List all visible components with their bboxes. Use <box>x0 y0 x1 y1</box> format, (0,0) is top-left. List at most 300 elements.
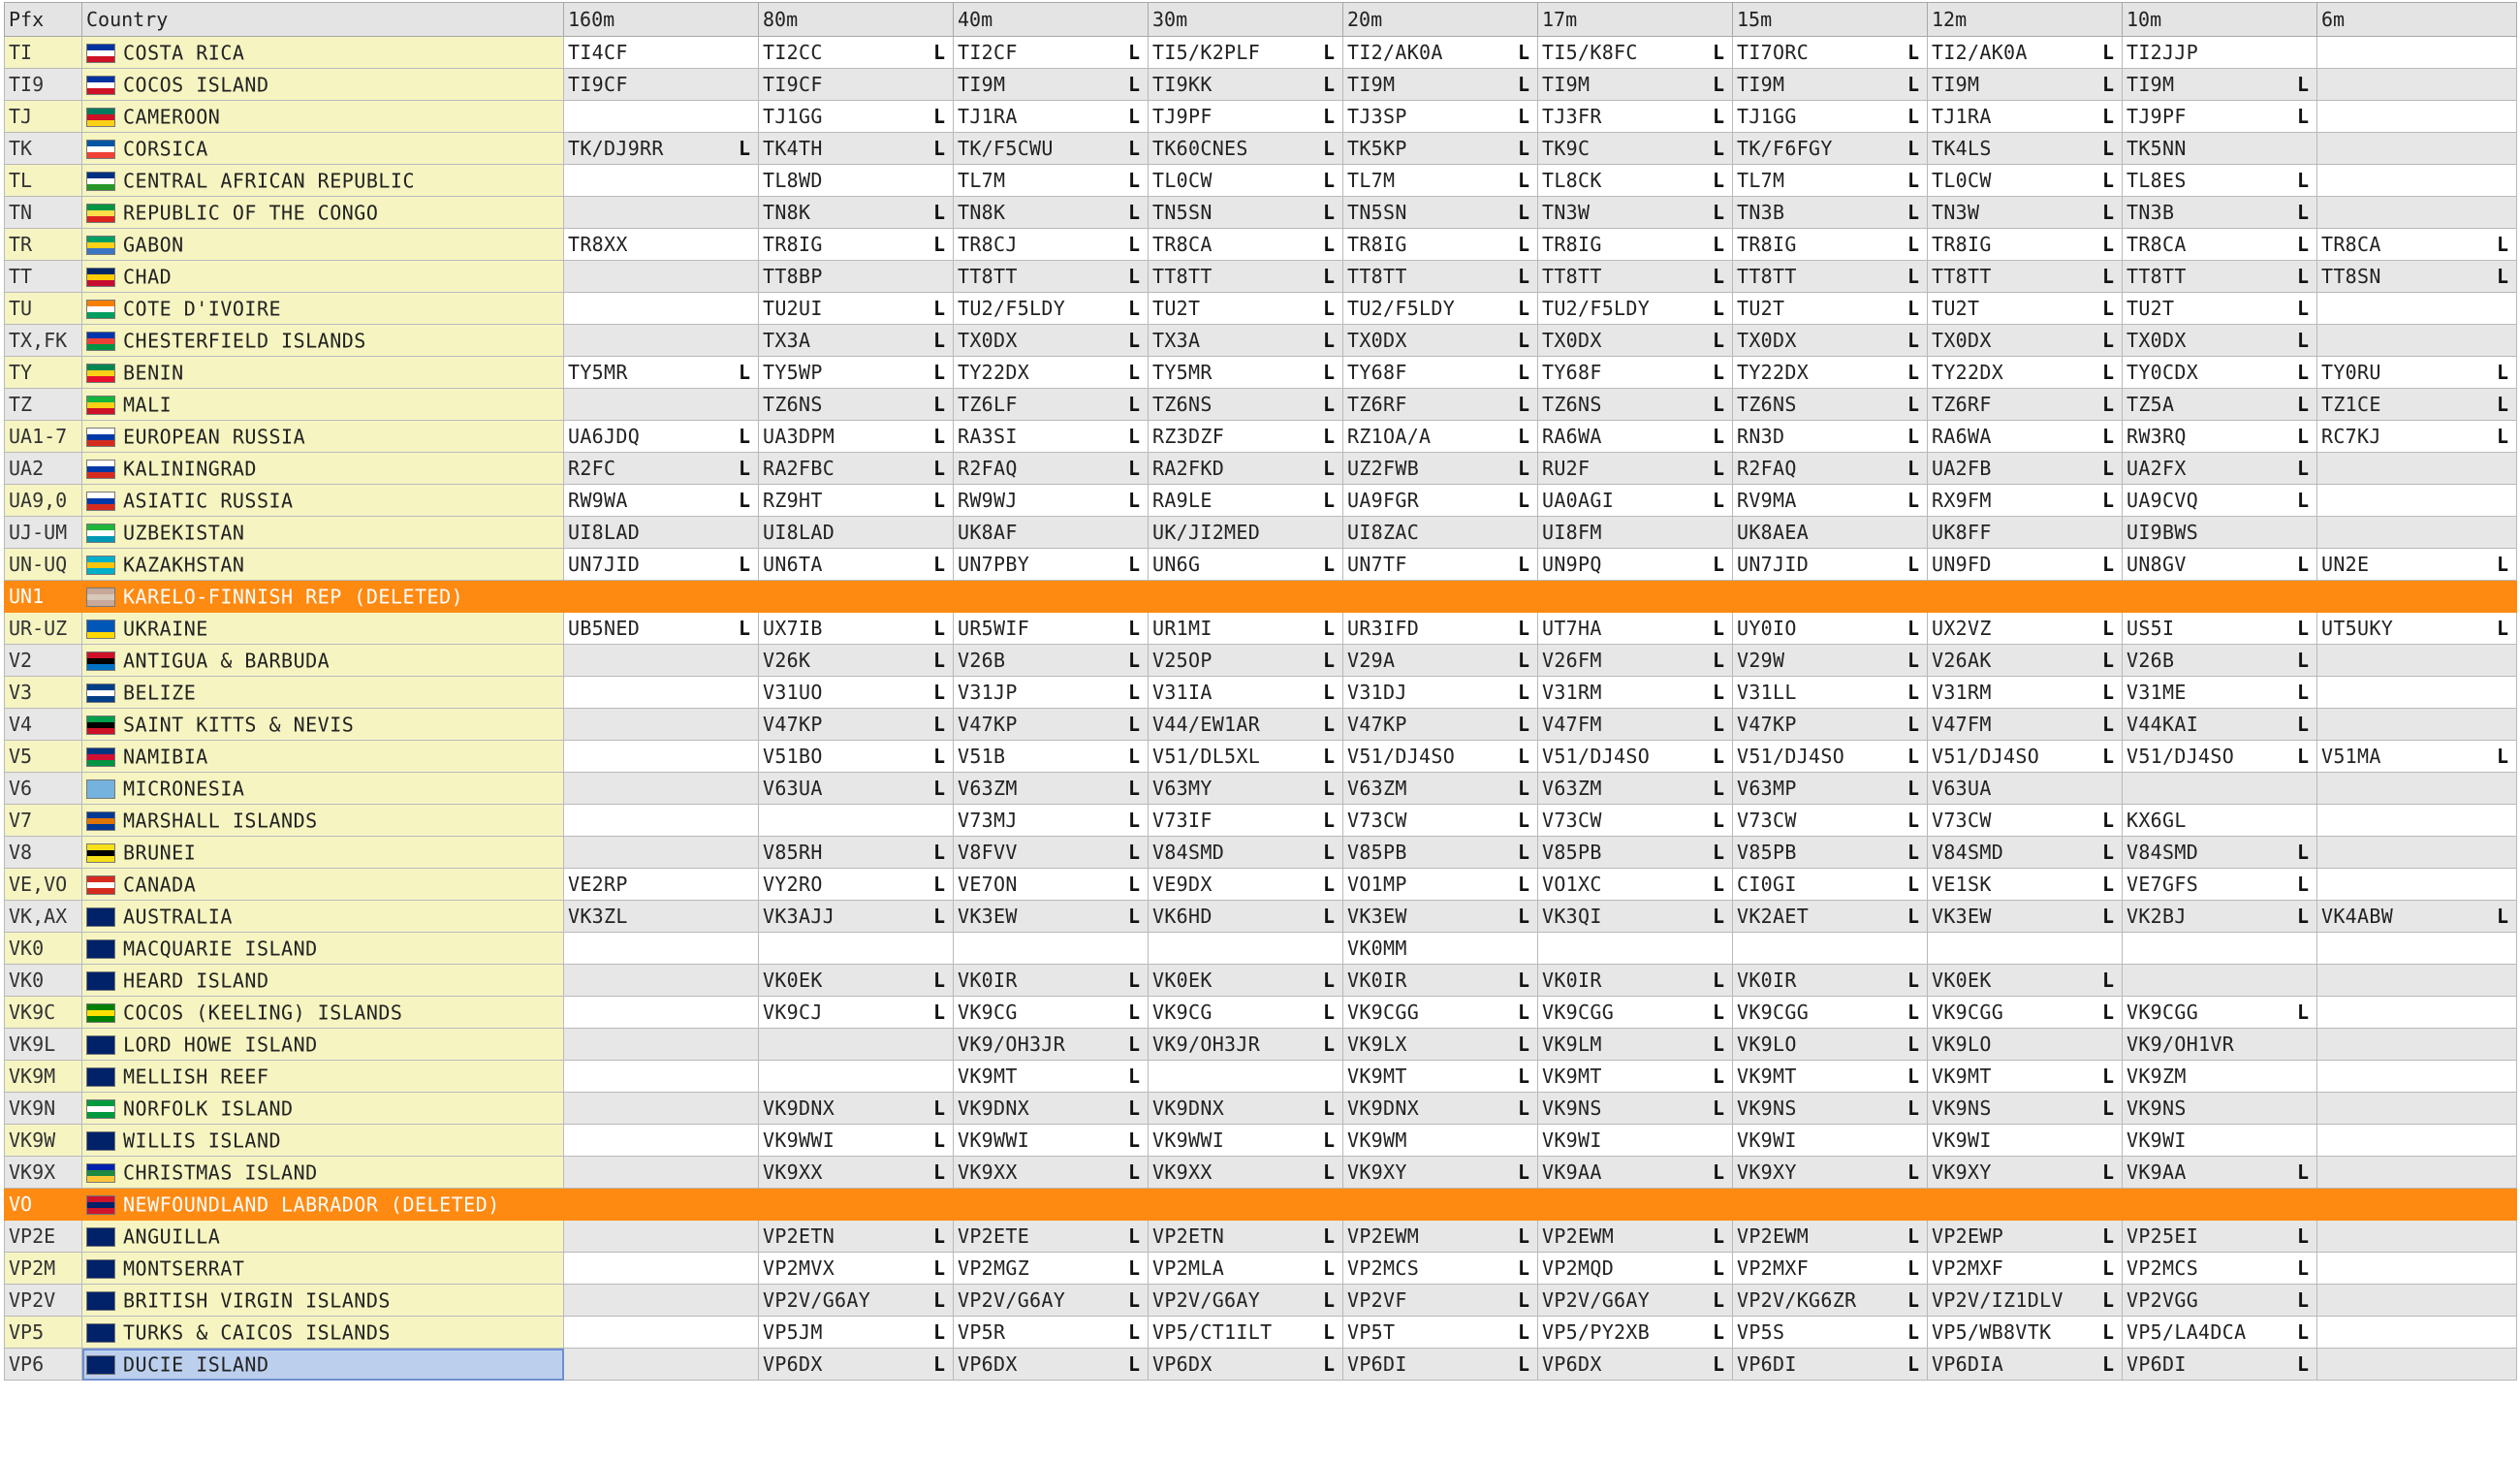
band-cell-20m[interactable] <box>1343 357 1538 389</box>
band-cell-20m[interactable] <box>1343 581 1538 613</box>
band-cell-10m[interactable] <box>2123 517 2317 549</box>
band-cell-6m[interactable] <box>2317 1093 2517 1125</box>
band-cell-80m[interactable] <box>759 1349 954 1381</box>
column-header-80m[interactable]: 80m <box>759 3 954 37</box>
table-row[interactable] <box>5 1285 2517 1317</box>
band-cell-12m[interactable] <box>1928 805 2123 837</box>
band-cell-15m[interactable] <box>1733 773 1928 805</box>
band-cell-80m[interactable] <box>759 1061 954 1093</box>
table-row[interactable] <box>5 1317 2517 1349</box>
country-cell[interactable] <box>82 357 564 389</box>
band-cell-15m[interactable] <box>1733 517 1928 549</box>
band-cell-10m[interactable] <box>2123 933 2317 965</box>
band-cell-12m[interactable] <box>1928 325 2123 357</box>
band-cell-160m[interactable] <box>564 229 759 261</box>
band-cell-160m[interactable] <box>564 901 759 933</box>
column-header-30m[interactable]: 30m <box>1149 3 1343 37</box>
band-cell-160m[interactable] <box>564 965 759 997</box>
band-cell-12m[interactable] <box>1928 165 2123 197</box>
band-cell-40m[interactable] <box>954 197 1149 229</box>
band-cell-6m[interactable] <box>2317 453 2517 485</box>
band-cell-17m[interactable] <box>1538 965 1733 997</box>
band-cell-10m[interactable] <box>2123 261 2317 293</box>
band-cell-12m[interactable] <box>1928 101 2123 133</box>
band-cell-17m[interactable] <box>1538 1349 1733 1381</box>
prefix-cell[interactable]: TY <box>5 357 82 389</box>
table-row[interactable] <box>5 1125 2517 1157</box>
band-cell-20m[interactable] <box>1343 869 1538 901</box>
band-cell-12m[interactable] <box>1928 1285 2123 1317</box>
country-cell[interactable] <box>82 645 564 677</box>
band-cell-160m[interactable] <box>564 69 759 101</box>
column-header-20m[interactable]: 20m <box>1343 3 1538 37</box>
table-row[interactable] <box>5 229 2517 261</box>
band-cell-6m[interactable] <box>2317 101 2517 133</box>
band-cell-10m[interactable] <box>2123 1093 2317 1125</box>
band-cell-30m[interactable] <box>1149 805 1343 837</box>
band-cell-30m[interactable] <box>1149 997 1343 1029</box>
table-row[interactable] <box>5 773 2517 805</box>
band-cell-160m[interactable] <box>564 325 759 357</box>
band-cell-15m[interactable] <box>1733 69 1928 101</box>
band-cell-10m[interactable] <box>2123 741 2317 773</box>
band-cell-15m[interactable] <box>1733 677 1928 709</box>
band-cell-40m[interactable] <box>954 1189 1149 1221</box>
table-row[interactable] <box>5 517 2517 549</box>
band-cell-160m[interactable] <box>564 453 759 485</box>
country-cell[interactable] <box>82 997 564 1029</box>
band-cell-15m[interactable] <box>1733 645 1928 677</box>
band-cell-20m[interactable] <box>1343 901 1538 933</box>
band-cell-160m[interactable] <box>564 261 759 293</box>
column-header-17m[interactable]: 17m <box>1538 3 1733 37</box>
column-header-40m[interactable]: 40m <box>954 3 1149 37</box>
band-cell-12m[interactable] <box>1928 997 2123 1029</box>
band-cell-30m[interactable] <box>1149 1285 1343 1317</box>
band-cell-6m[interactable] <box>2317 997 2517 1029</box>
prefix-cell[interactable]: V5 <box>5 741 82 773</box>
band-cell-17m[interactable] <box>1538 1317 1733 1349</box>
band-cell-17m[interactable] <box>1538 197 1733 229</box>
band-cell-30m[interactable] <box>1149 741 1343 773</box>
column-header-160m[interactable]: 160m <box>564 3 759 37</box>
table-row[interactable] <box>5 261 2517 293</box>
band-cell-80m[interactable] <box>759 197 954 229</box>
band-cell-30m[interactable] <box>1149 517 1343 549</box>
band-cell-80m[interactable] <box>759 1093 954 1125</box>
band-cell-20m[interactable] <box>1343 645 1538 677</box>
band-cell-30m[interactable] <box>1149 869 1343 901</box>
band-cell-30m[interactable] <box>1149 1189 1343 1221</box>
table-row[interactable] <box>5 1189 2517 1221</box>
band-cell-20m[interactable] <box>1343 965 1538 997</box>
band-cell-10m[interactable] <box>2123 645 2317 677</box>
band-cell-15m[interactable] <box>1733 197 1928 229</box>
band-cell-30m[interactable] <box>1149 197 1343 229</box>
table-row[interactable] <box>5 837 2517 869</box>
band-cell-80m[interactable] <box>759 709 954 741</box>
prefix-cell[interactable]: TX,FK <box>5 325 82 357</box>
table-row[interactable] <box>5 869 2517 901</box>
band-cell-10m[interactable] <box>2123 1221 2317 1253</box>
band-cell-20m[interactable] <box>1343 613 1538 645</box>
band-cell-80m[interactable] <box>759 165 954 197</box>
band-cell-30m[interactable] <box>1149 37 1343 69</box>
band-cell-12m[interactable] <box>1928 1349 2123 1381</box>
band-cell-12m[interactable] <box>1928 1093 2123 1125</box>
band-cell-40m[interactable] <box>954 1029 1149 1061</box>
country-cell[interactable] <box>82 613 564 645</box>
prefix-cell[interactable]: V7 <box>5 805 82 837</box>
prefix-cell[interactable]: VK9L <box>5 1029 82 1061</box>
band-cell-6m[interactable] <box>2317 421 2517 453</box>
band-cell-160m[interactable] <box>564 1253 759 1285</box>
band-cell-6m[interactable] <box>2317 165 2517 197</box>
table-row[interactable] <box>5 485 2517 517</box>
band-cell-40m[interactable] <box>954 101 1149 133</box>
band-cell-10m[interactable] <box>2123 901 2317 933</box>
band-cell-160m[interactable] <box>564 773 759 805</box>
country-cell[interactable] <box>82 133 564 165</box>
band-cell-17m[interactable] <box>1538 389 1733 421</box>
band-cell-17m[interactable] <box>1538 1125 1733 1157</box>
band-cell-6m[interactable] <box>2317 1189 2517 1221</box>
country-cell[interactable] <box>82 421 564 453</box>
band-cell-80m[interactable] <box>759 421 954 453</box>
band-cell-20m[interactable] <box>1343 133 1538 165</box>
prefix-cell[interactable]: UN1 <box>5 581 82 613</box>
band-cell-40m[interactable] <box>954 517 1149 549</box>
band-cell-30m[interactable] <box>1149 1157 1343 1189</box>
band-cell-40m[interactable] <box>954 37 1149 69</box>
prefix-cell[interactable]: V8 <box>5 837 82 869</box>
band-cell-12m[interactable] <box>1928 1189 2123 1221</box>
band-cell-17m[interactable] <box>1538 1157 1733 1189</box>
band-cell-10m[interactable] <box>2123 1253 2317 1285</box>
country-cell[interactable] <box>82 1093 564 1125</box>
band-cell-30m[interactable] <box>1149 293 1343 325</box>
column-header-10m[interactable]: 10m <box>2123 3 2317 37</box>
band-cell-30m[interactable] <box>1149 165 1343 197</box>
band-cell-15m[interactable] <box>1733 389 1928 421</box>
band-cell-20m[interactable] <box>1343 453 1538 485</box>
country-cell[interactable] <box>82 1349 564 1381</box>
band-cell-10m[interactable] <box>2123 133 2317 165</box>
band-cell-80m[interactable] <box>759 133 954 165</box>
band-cell-17m[interactable] <box>1538 773 1733 805</box>
band-cell-17m[interactable] <box>1538 453 1733 485</box>
band-cell-15m[interactable] <box>1733 1029 1928 1061</box>
prefix-cell[interactable]: V3 <box>5 677 82 709</box>
country-cell[interactable] <box>82 197 564 229</box>
band-cell-15m[interactable] <box>1733 805 1928 837</box>
band-cell-160m[interactable] <box>564 1125 759 1157</box>
band-cell-10m[interactable] <box>2123 709 2317 741</box>
band-cell-17m[interactable] <box>1538 1285 1733 1317</box>
band-cell-30m[interactable] <box>1149 389 1343 421</box>
band-cell-40m[interactable] <box>954 1125 1149 1157</box>
table-row[interactable] <box>5 741 2517 773</box>
table-row[interactable] <box>5 613 2517 645</box>
table-row[interactable] <box>5 453 2517 485</box>
band-cell-17m[interactable] <box>1538 805 1733 837</box>
band-cell-6m[interactable] <box>2317 933 2517 965</box>
band-cell-15m[interactable] <box>1733 549 1928 581</box>
band-cell-30m[interactable] <box>1149 645 1343 677</box>
table-row[interactable] <box>5 165 2517 197</box>
band-cell-80m[interactable] <box>759 357 954 389</box>
band-cell-20m[interactable] <box>1343 805 1538 837</box>
country-cell[interactable] <box>82 837 564 869</box>
prefix-cell[interactable]: VE,VO <box>5 869 82 901</box>
band-cell-40m[interactable] <box>954 1349 1149 1381</box>
country-cell[interactable] <box>82 1285 564 1317</box>
band-cell-40m[interactable] <box>954 1317 1149 1349</box>
band-cell-17m[interactable] <box>1538 645 1733 677</box>
country-cell[interactable] <box>82 965 564 997</box>
country-cell[interactable] <box>82 1061 564 1093</box>
table-row[interactable] <box>5 69 2517 101</box>
band-cell-6m[interactable] <box>2317 389 2517 421</box>
band-cell-160m[interactable] <box>564 581 759 613</box>
band-cell-40m[interactable] <box>954 901 1149 933</box>
band-cell-10m[interactable] <box>2123 1285 2317 1317</box>
band-cell-160m[interactable] <box>564 1029 759 1061</box>
prefix-cell[interactable]: UA1-7 <box>5 421 82 453</box>
band-cell-40m[interactable] <box>954 1221 1149 1253</box>
country-cell[interactable] <box>82 101 564 133</box>
band-cell-12m[interactable] <box>1928 229 2123 261</box>
prefix-cell[interactable]: UA2 <box>5 453 82 485</box>
band-cell-160m[interactable] <box>564 613 759 645</box>
country-cell[interactable] <box>82 165 564 197</box>
band-cell-30m[interactable] <box>1149 421 1343 453</box>
band-cell-40m[interactable] <box>954 1285 1149 1317</box>
table-row[interactable] <box>5 101 2517 133</box>
country-cell[interactable] <box>82 773 564 805</box>
band-cell-15m[interactable] <box>1733 421 1928 453</box>
prefix-cell[interactable]: VP5 <box>5 1317 82 1349</box>
band-cell-30m[interactable] <box>1149 1317 1343 1349</box>
band-cell-40m[interactable] <box>954 805 1149 837</box>
band-cell-10m[interactable] <box>2123 325 2317 357</box>
band-cell-6m[interactable] <box>2317 133 2517 165</box>
band-cell-20m[interactable] <box>1343 677 1538 709</box>
band-cell-12m[interactable] <box>1928 709 2123 741</box>
band-cell-17m[interactable] <box>1538 229 1733 261</box>
band-cell-10m[interactable] <box>2123 485 2317 517</box>
band-cell-6m[interactable] <box>2317 485 2517 517</box>
band-cell-15m[interactable] <box>1733 613 1928 645</box>
band-cell-20m[interactable] <box>1343 37 1538 69</box>
band-cell-160m[interactable] <box>564 1317 759 1349</box>
band-cell-17m[interactable] <box>1538 325 1733 357</box>
band-cell-30m[interactable] <box>1149 1253 1343 1285</box>
band-cell-6m[interactable] <box>2317 197 2517 229</box>
band-cell-6m[interactable] <box>2317 1061 2517 1093</box>
band-cell-6m[interactable] <box>2317 1317 2517 1349</box>
band-cell-17m[interactable] <box>1538 997 1733 1029</box>
band-cell-17m[interactable] <box>1538 357 1733 389</box>
band-cell-17m[interactable] <box>1538 69 1733 101</box>
band-cell-10m[interactable] <box>2123 1189 2317 1221</box>
band-cell-10m[interactable] <box>2123 613 2317 645</box>
band-cell-17m[interactable] <box>1538 677 1733 709</box>
band-cell-160m[interactable] <box>564 485 759 517</box>
country-cell[interactable] <box>82 517 564 549</box>
band-cell-12m[interactable] <box>1928 1253 2123 1285</box>
band-cell-40m[interactable] <box>954 421 1149 453</box>
band-cell-160m[interactable] <box>564 709 759 741</box>
column-header-15m[interactable]: 15m <box>1733 3 1928 37</box>
band-cell-80m[interactable] <box>759 1189 954 1221</box>
band-cell-20m[interactable] <box>1343 165 1538 197</box>
country-cell[interactable] <box>82 1221 564 1253</box>
band-cell-160m[interactable] <box>564 741 759 773</box>
band-cell-12m[interactable] <box>1928 613 2123 645</box>
band-cell-80m[interactable] <box>759 933 954 965</box>
band-cell-30m[interactable] <box>1149 1093 1343 1125</box>
band-cell-30m[interactable] <box>1149 453 1343 485</box>
band-cell-20m[interactable] <box>1343 261 1538 293</box>
table-row[interactable] <box>5 1061 2517 1093</box>
band-cell-160m[interactable] <box>564 1061 759 1093</box>
band-cell-30m[interactable] <box>1149 69 1343 101</box>
band-cell-12m[interactable] <box>1928 453 2123 485</box>
table-row[interactable] <box>5 1349 2517 1381</box>
band-cell-40m[interactable] <box>954 165 1149 197</box>
table-row[interactable] <box>5 709 2517 741</box>
prefix-cell[interactable]: VK0 <box>5 933 82 965</box>
band-cell-6m[interactable] <box>2317 901 2517 933</box>
prefix-cell[interactable]: TN <box>5 197 82 229</box>
band-cell-10m[interactable] <box>2123 1157 2317 1189</box>
band-cell-40m[interactable] <box>954 709 1149 741</box>
band-cell-30m[interactable] <box>1149 549 1343 581</box>
band-cell-17m[interactable] <box>1538 261 1733 293</box>
band-cell-80m[interactable] <box>759 293 954 325</box>
band-cell-6m[interactable] <box>2317 581 2517 613</box>
band-cell-15m[interactable] <box>1733 1061 1928 1093</box>
prefix-cell[interactable]: VK0 <box>5 965 82 997</box>
band-cell-12m[interactable] <box>1928 901 2123 933</box>
band-cell-12m[interactable] <box>1928 517 2123 549</box>
band-cell-15m[interactable] <box>1733 709 1928 741</box>
band-cell-20m[interactable] <box>1343 1093 1538 1125</box>
prefix-cell[interactable]: VP2M <box>5 1253 82 1285</box>
band-cell-15m[interactable] <box>1733 1285 1928 1317</box>
prefix-cell[interactable]: V2 <box>5 645 82 677</box>
band-cell-12m[interactable] <box>1928 869 2123 901</box>
band-cell-80m[interactable] <box>759 837 954 869</box>
country-cell[interactable] <box>82 741 564 773</box>
country-cell[interactable] <box>82 1125 564 1157</box>
band-cell-17m[interactable] <box>1538 101 1733 133</box>
band-cell-40m[interactable] <box>954 389 1149 421</box>
band-cell-20m[interactable] <box>1343 1317 1538 1349</box>
table-row[interactable] <box>5 933 2517 965</box>
band-cell-160m[interactable] <box>564 837 759 869</box>
band-cell-6m[interactable] <box>2317 325 2517 357</box>
prefix-cell[interactable]: UR-UZ <box>5 613 82 645</box>
band-cell-160m[interactable] <box>564 133 759 165</box>
band-cell-40m[interactable] <box>954 1093 1149 1125</box>
country-cell[interactable] <box>82 389 564 421</box>
band-cell-12m[interactable] <box>1928 261 2123 293</box>
band-cell-30m[interactable] <box>1149 901 1343 933</box>
country-cell[interactable] <box>82 581 564 613</box>
band-cell-30m[interactable] <box>1149 1061 1343 1093</box>
prefix-cell[interactable]: TI9 <box>5 69 82 101</box>
table-row[interactable] <box>5 997 2517 1029</box>
prefix-cell[interactable]: TZ <box>5 389 82 421</box>
band-cell-30m[interactable] <box>1149 677 1343 709</box>
country-cell[interactable] <box>82 69 564 101</box>
band-cell-15m[interactable] <box>1733 1157 1928 1189</box>
band-cell-20m[interactable] <box>1343 197 1538 229</box>
band-cell-10m[interactable] <box>2123 453 2317 485</box>
band-cell-10m[interactable] <box>2123 293 2317 325</box>
band-cell-80m[interactable] <box>759 549 954 581</box>
band-cell-40m[interactable] <box>954 965 1149 997</box>
band-cell-10m[interactable] <box>2123 389 2317 421</box>
band-cell-15m[interactable] <box>1733 485 1928 517</box>
band-cell-160m[interactable] <box>564 1285 759 1317</box>
prefix-cell[interactable]: TJ <box>5 101 82 133</box>
band-cell-12m[interactable] <box>1928 1157 2123 1189</box>
band-cell-80m[interactable] <box>759 677 954 709</box>
band-cell-12m[interactable] <box>1928 581 2123 613</box>
table-row[interactable] <box>5 805 2517 837</box>
band-cell-30m[interactable] <box>1149 1221 1343 1253</box>
country-cell[interactable] <box>82 709 564 741</box>
prefix-cell[interactable]: VP2E <box>5 1221 82 1253</box>
table-row[interactable] <box>5 37 2517 69</box>
band-cell-10m[interactable] <box>2123 1029 2317 1061</box>
band-cell-20m[interactable] <box>1343 837 1538 869</box>
band-cell-10m[interactable] <box>2123 965 2317 997</box>
band-cell-6m[interactable] <box>2317 1221 2517 1253</box>
country-cell[interactable] <box>82 933 564 965</box>
country-cell[interactable] <box>82 805 564 837</box>
band-cell-80m[interactable] <box>759 101 954 133</box>
country-cell[interactable] <box>82 485 564 517</box>
band-cell-80m[interactable] <box>759 805 954 837</box>
band-cell-80m[interactable] <box>759 485 954 517</box>
prefix-cell[interactable]: TT <box>5 261 82 293</box>
band-cell-17m[interactable] <box>1538 933 1733 965</box>
country-cell[interactable] <box>82 869 564 901</box>
country-cell[interactable] <box>82 453 564 485</box>
table-row[interactable] <box>5 325 2517 357</box>
country-cell[interactable] <box>82 1029 564 1061</box>
band-cell-160m[interactable] <box>564 677 759 709</box>
band-cell-20m[interactable] <box>1343 421 1538 453</box>
table-row[interactable] <box>5 1253 2517 1285</box>
band-cell-40m[interactable] <box>954 293 1149 325</box>
band-cell-30m[interactable] <box>1149 933 1343 965</box>
country-cell[interactable] <box>82 1317 564 1349</box>
band-cell-40m[interactable] <box>954 325 1149 357</box>
band-cell-10m[interactable] <box>2123 1061 2317 1093</box>
band-cell-6m[interactable] <box>2317 357 2517 389</box>
band-cell-6m[interactable] <box>2317 517 2517 549</box>
band-cell-12m[interactable] <box>1928 1125 2123 1157</box>
band-cell-17m[interactable] <box>1538 549 1733 581</box>
prefix-cell[interactable]: VO <box>5 1189 82 1221</box>
band-cell-20m[interactable] <box>1343 69 1538 101</box>
band-cell-30m[interactable] <box>1149 1125 1343 1157</box>
